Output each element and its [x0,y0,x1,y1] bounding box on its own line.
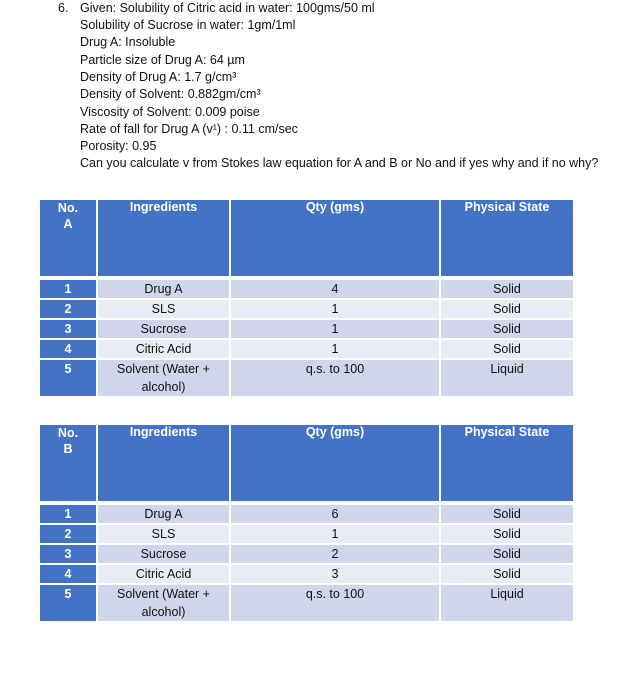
ingredient-cell: Drug A [97,278,230,299]
row-number: 3 [39,319,97,339]
header-no-label: No. [57,201,79,215]
state-cell: Solid [440,503,574,524]
question-line: Density of Solvent: 0.882gm/cm³ [80,87,261,101]
ingredient-cell: Sucrose [97,544,230,564]
header-table-id: A [63,217,73,231]
formulation-table-a [38,200,575,398]
row-number: 5 [39,584,97,622]
table-row [39,359,574,397]
qty-cell: 2 [230,544,440,564]
qty-cell: 3 [230,564,440,584]
question-line: Can you calculate v from Stokes law equation for A and B or No and if yes why and if no why? [80,156,599,170]
formulation-table-b [38,425,575,623]
header-no-label: No. [57,426,79,440]
row-number: 2 [39,524,97,544]
row-number: 3 [39,544,97,564]
ingredient-cell: Citric Acid [97,564,230,584]
header-qty: Qty (gms) [230,200,440,278]
row-number: 2 [39,299,97,319]
question-number: 6. [58,1,69,15]
ingredient-cell: Solvent (Water + alcohol) [97,584,230,622]
qty-cell: 1 [230,524,440,544]
question-line: Drug A: Insoluble [80,35,176,49]
qty-cell: 1 [230,299,440,319]
table-row [39,339,574,359]
state-cell: Solid [440,564,574,584]
row-number: 5 [39,359,97,397]
table-row [39,584,574,622]
table-row [39,299,574,319]
question-line: Rate of fall for Drug A (v¹) : 0.11 cm/sec [80,122,298,136]
state-cell: Solid [440,319,574,339]
table-header-row [39,425,574,503]
question-line: Density of Drug A: 1.7 g/cm³ [80,70,237,84]
qty-cell: 4 [230,278,440,299]
state-cell: Liquid [440,359,574,397]
header-qty: Qty (gms) [230,425,440,503]
row-number: 1 [39,503,97,524]
question-line: Solubility of Sucrose in water: 1gm/1ml [80,18,296,32]
table-row [39,319,574,339]
state-cell: Liquid [440,584,574,622]
state-cell: Solid [440,299,574,319]
table-row [39,564,574,584]
table-row [39,544,574,564]
table-row [39,524,574,544]
state-cell: Solid [440,278,574,299]
table-row [39,278,574,299]
question-line: Given: Solubility of Citric acid in water: 100gms/50 ml [80,1,375,15]
state-cell: Solid [440,524,574,544]
header-ingredients: Ingredients [97,200,230,278]
header-no [39,425,97,503]
qty-cell: q.s. to 100 [230,359,440,397]
ingredient-cell: Sucrose [97,319,230,339]
header-physical-state: Physical State [440,200,574,278]
state-cell: Solid [440,544,574,564]
qty-cell: 6 [230,503,440,524]
state-cell: Solid [440,339,574,359]
table-row [39,503,574,524]
question-line: Viscosity of Solvent: 0.009 poise [80,105,260,119]
ingredient-cell: Solvent (Water + alcohol) [97,359,230,397]
header-ingredients: Ingredients [97,425,230,503]
question-line: Porosity: 0.95 [80,139,157,153]
row-number: 4 [39,339,97,359]
ingredient-cell: Drug A [97,503,230,524]
qty-cell: 1 [230,339,440,359]
ingredient-cell: SLS [97,524,230,544]
ingredient-cell: Citric Acid [97,339,230,359]
qty-cell: q.s. to 100 [230,584,440,622]
row-number: 1 [39,278,97,299]
row-number: 4 [39,564,97,584]
header-physical-state: Physical State [440,425,574,503]
table-header-row [39,200,574,278]
qty-cell: 1 [230,319,440,339]
ingredient-cell: SLS [97,299,230,319]
header-table-id: B [63,442,73,456]
header-no [39,200,97,278]
question-line: Particle size of Drug A: 64 µm [80,53,245,67]
